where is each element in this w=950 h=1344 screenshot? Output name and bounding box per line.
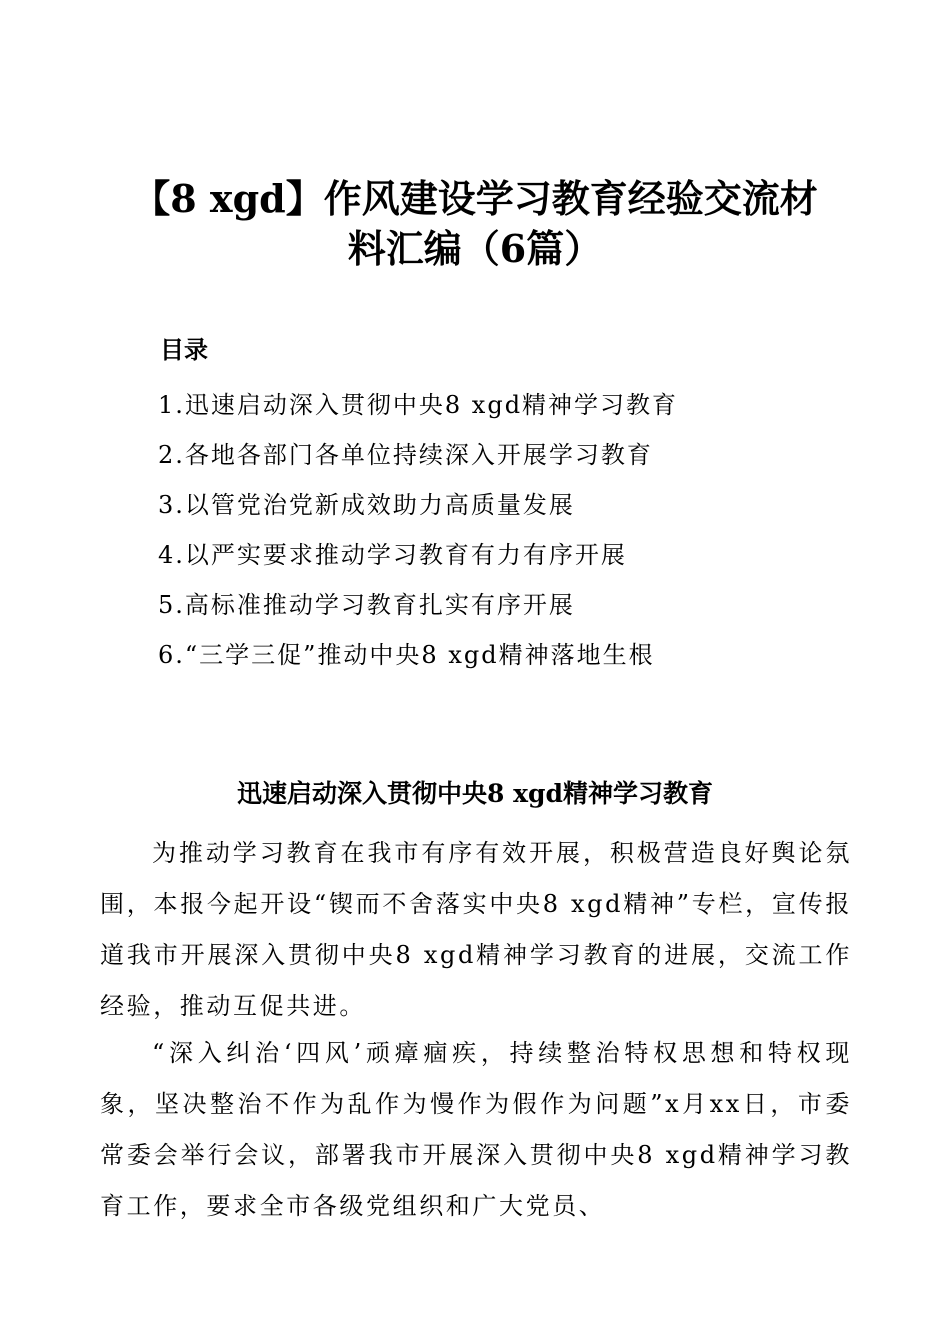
toc-item: 4.以严实要求推动学习教育有力有序开展 [158,541,627,569]
body-paragraph: “深入纠治‘四风’顽瘴痼疾，持续整治特权思想和特权现象，坚决整治不作为乱作为慢作为假作为问题”x月xx日，市委常委会举行会议，部署我市开展深入贯彻中央8 xgd精神学习教育工作，要求全市各级党组织和广大党员、 [100,1039,852,1220]
toc-item: 1.迅速启动深入贯彻中央8 xgd精神学习教育 [158,391,679,419]
toc-item: 2.各地各部门各单位持续深入开展学习教育 [158,441,653,469]
document-title-line-2: 料汇编（6篇） [347,226,603,271]
section-title: 迅速启动深入贯彻中央8 xgd精神学习教育 [237,779,713,808]
body-paragraph: 为推动学习教育在我市有序有效开展，积极营造良好舆论氛围，本报今起开设“锲而不舍落实中央8 xgd精神”专栏，宣传报道我市开展深入贯彻中央8 xgd精神学习教育的进展，交流工作经验，推动互促共进。 [100,839,852,1020]
toc-item: 3.以管党治党新成效助力高质量发展 [158,491,575,519]
toc-heading: 目录 [160,336,208,364]
toc-item: 6.“三学三促”推动中央8 xgd精神落地生根 [158,641,655,669]
document-title-line-1: 【8 xgd】作风建设学习教育经验交流材 [132,176,818,221]
toc-list [158,380,678,680]
toc-item: 5.高标准推动学习教育扎实有序开展 [158,591,575,619]
